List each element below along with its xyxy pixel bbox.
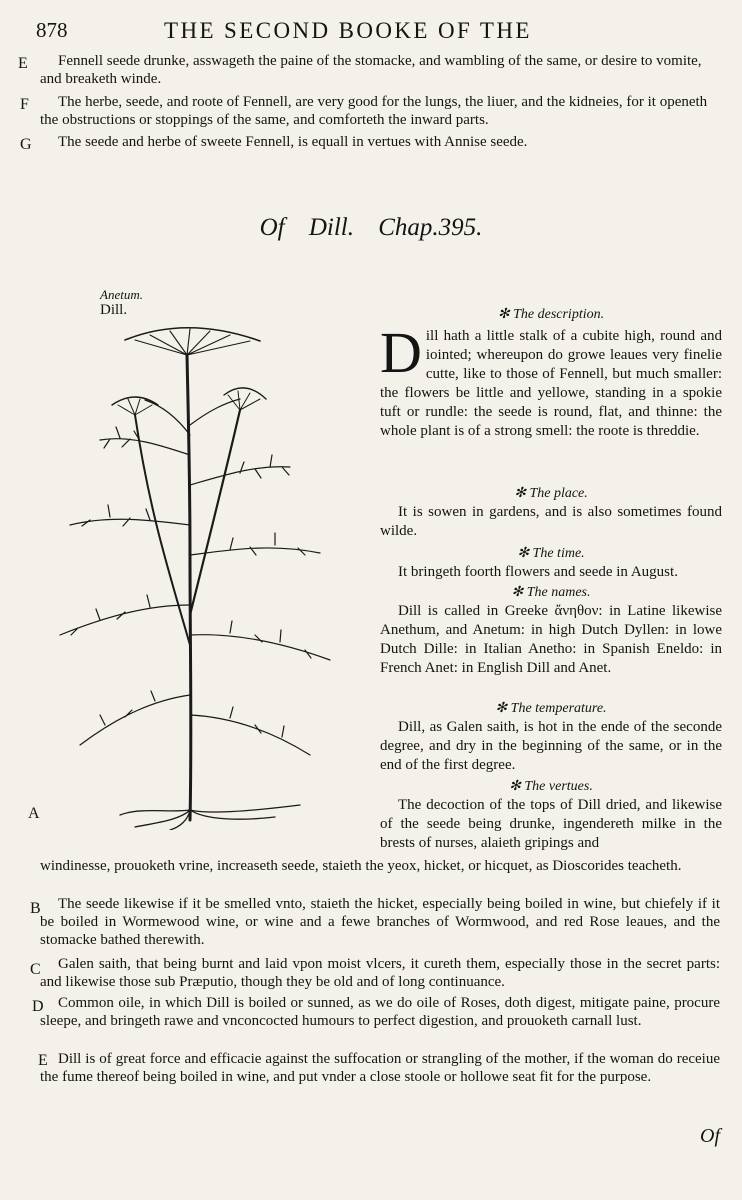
- page-header: [36, 18, 726, 48]
- figure-caption-english: Dill.: [100, 302, 128, 318]
- names-text: Dill is called in Greeke ἄνηθον: in Latine likewise Anethum, and Anetum: in high Dutch Dyllen: in lowe Dutch Dille: in Italian Anetho: in Spanish Eneldo: in French Anet: in English Dill and Anet.: [380, 603, 722, 676]
- catchword: Of: [700, 1125, 720, 1147]
- margin-letter-g: G: [20, 136, 32, 153]
- vertues-e-text: Dill is of great force and efficacie against the suffocation or strangling of the mother, if the woman do receiue the fume thereof being boiled in wine, and put vnder a close stoole or hollowe seat fit for the purpose.: [40, 1051, 720, 1085]
- temperature-text: Dill, as Galen saith, is hot in the ende of the seconde degree, and dry in the beginning of the same, or in the end of the first degree.: [380, 719, 722, 773]
- page-number: 878: [36, 18, 68, 42]
- margin-letter-f: F: [20, 96, 29, 113]
- drop-cap-d: D: [380, 320, 422, 385]
- vertues-a-text-full: windinesse, prouoketh vrine, increaseth seede, staieth the yeox, hicket, or hicquet, as Dioscorides teacheth.: [40, 858, 682, 874]
- margin-letter-d: D: [32, 998, 44, 1015]
- time-text: It bringeth foorth flowers and seede in August.: [398, 564, 678, 580]
- fennell-paragraph-g: The seede and herbe of sweete Fennell, is equall in vertues with Annise seede.: [58, 134, 528, 150]
- vertues-a-text-right: The decoction of the tops of Dill dried, and likewise of the seede being drunke, ingendereth milke in the brests of nurses, alaieth gripings and: [380, 797, 722, 851]
- vertues-d-text: Common oile, in which Dill is boiled or sunned, as we do oile of Roses, doth digest, mitigate paine, procure sleepe, and bringeth rawe and vnconcocted humours to perfect digestion, and prouoketh carnall lust.: [40, 995, 720, 1029]
- place-text: It is sowen in gardens, and is also sometimes found wilde.: [380, 504, 722, 539]
- margin-letter-b: B: [30, 900, 41, 917]
- description-paragraph: [380, 320, 722, 441]
- chapter-title: Of Dill. Chap.395.: [259, 214, 483, 241]
- vertues-heading: ✻ The vertues.: [509, 779, 593, 794]
- time-heading: ✻ The time.: [517, 546, 585, 561]
- fennell-paragraph-f: The herbe, seede, and roote of Fennell, are very good for the lungs, the liuer, and the kidneies, for it openeth the obstructions or stoppings of the same, and comforteth the inward parts.: [40, 94, 708, 128]
- running-title: THE SECOND BOOKE OF THE: [164, 18, 532, 43]
- dill-woodcut-illustration: [40, 315, 380, 830]
- temperature-heading: ✻ The temperature.: [495, 701, 607, 716]
- vertues-c-text: Galen saith, that being burnt and laid vpon moist vlcers, it cureth them, especially those in the secret parts: and likewise those sub Præputio, though they be old and of long continuance.: [40, 956, 720, 990]
- description-heading: ✻ The description.: [497, 307, 605, 322]
- vertues-b-text: The seede likewise if it be smelled vnto, staieth the hicket, especially being boiled in wine, but chiefely if it be boiled in Wormewood wine, or wine and a fewe branches of Wormwood, and red Rose leaues, and the stomacke bathed therewith.: [40, 896, 720, 948]
- fennell-paragraph-e: Fennell seede drunke, asswageth the paine of the stomacke, and wambling of the same, or desire to vomite, and breaketh winde.: [40, 53, 702, 87]
- margin-letter-e: E: [18, 55, 28, 72]
- margin-letter-c: C: [30, 961, 41, 978]
- margin-letter-e-vertues: E: [38, 1052, 48, 1069]
- margin-letter-a: A: [28, 805, 40, 822]
- description-text: ill hath a little stalk of a cubite high, round and iointed; whereupon do growe leaues very finelie cutte, like to those of Fennell, but much smaller: the flowers be little and yellowe, standing in a spokie tuft or rundle: the seede is round, flat, and thinne: the whole plant is of a strong smell: the roote is threddie.: [380, 328, 722, 439]
- place-heading: ✻ The place.: [514, 486, 588, 501]
- figure-caption-latin: Anetum.: [100, 287, 143, 302]
- names-heading: ✻ The names.: [511, 585, 591, 600]
